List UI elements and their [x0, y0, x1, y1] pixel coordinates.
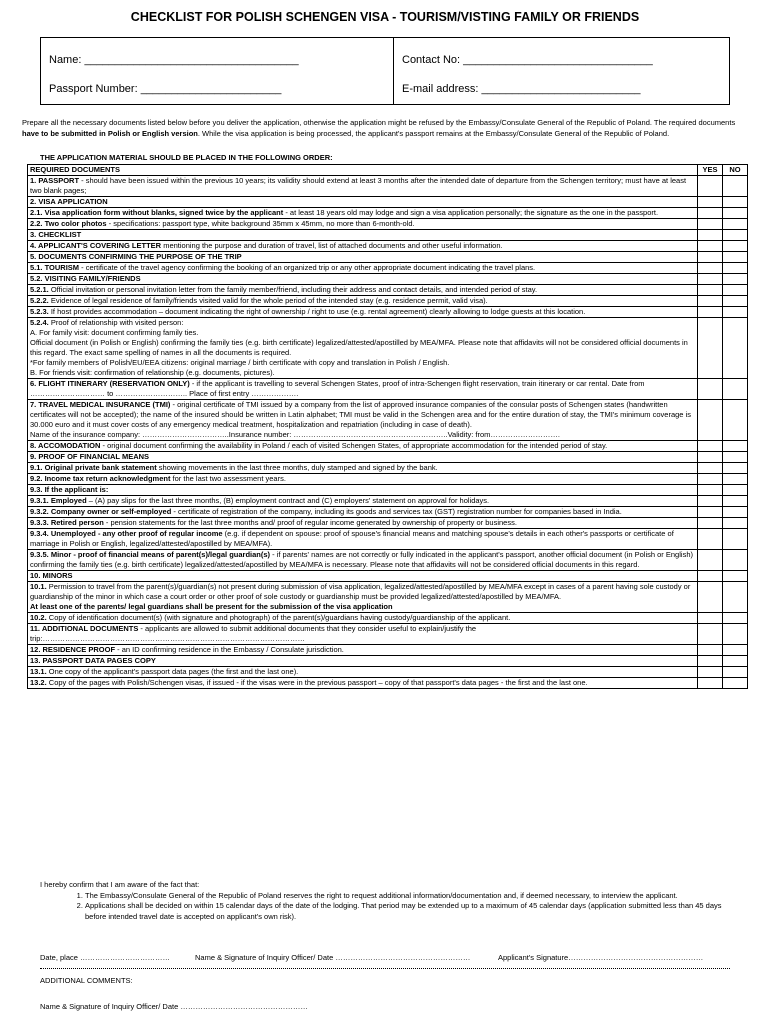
checklist-row: [28, 318, 748, 379]
checklist-item-text: 2.1. Visa application form without blanks, signed twice by the applicant - at least 18 years old may lodge and sign a visa application personally; the signature as the one in the passport.: [28, 208, 698, 219]
checklist-item-text: [28, 252, 698, 263]
checklist-item-text: 8. ACCOMODATION - original document confirming the availability in Poland / each of visited Schengen States, of appropriate accommodation for the intended period of stay.: [28, 441, 698, 452]
header-yes: YES: [698, 165, 723, 176]
checklist-row: [28, 263, 748, 274]
no-checkbox-cell[interactable]: [723, 176, 748, 197]
intro-text-bold: have to be submitted in Polish or English version: [22, 128, 198, 138]
checklist-item-label: 3. CHECKLIST: [30, 230, 82, 239]
checklist-row: [28, 241, 748, 252]
checklist-row: [28, 296, 748, 307]
checklist-row: [28, 463, 748, 474]
yes-checkbox-cell[interactable]: [698, 613, 723, 624]
confirmation-item: 1. The Embassy/Consulate General of the Republic of Poland reserves the right to request additional information/documentation and, if deemed necessary, to interview the applicant.: [85, 891, 740, 902]
no-checkbox-cell[interactable]: [723, 452, 748, 463]
yes-checkbox-cell[interactable]: [698, 318, 723, 379]
no-checkbox-cell[interactable]: [723, 318, 748, 379]
checklist-item-label: 2.2. Two color photos: [30, 219, 107, 228]
checklist-row: [28, 507, 748, 518]
checklist-item-label: 8. ACCOMODATION: [30, 441, 101, 450]
yes-checkbox-cell[interactable]: [698, 208, 723, 219]
checklist-item-label: 5.2.2.: [30, 296, 49, 305]
yes-checkbox-cell[interactable]: [698, 252, 723, 263]
yes-checkbox-cell[interactable]: [698, 485, 723, 496]
checklist-item-label: 9.2. Income tax return acknowledgment: [30, 474, 171, 483]
yes-checkbox-cell[interactable]: [698, 274, 723, 285]
yes-checkbox-cell[interactable]: [698, 496, 723, 507]
yes-checkbox-cell[interactable]: [698, 645, 723, 656]
checklist-row: [28, 678, 748, 689]
checklist-item-text: 9.3.3. Retired person - pension statements for the last three months and/ proof of regular income generated by ownership of property or business.: [28, 518, 698, 529]
checklist-item-label: 5.2. VISITING FAMILY/FRIENDS: [30, 274, 141, 283]
no-checkbox-cell[interactable]: [723, 379, 748, 400]
intro-paragraph: [22, 118, 747, 139]
checklist-item-label: 9.3.2. Company owner or self-employed: [30, 507, 172, 516]
officer-signature-field-2[interactable]: Name & Signature of Inquiry Officer/ Date ……………………………………………: [40, 1002, 308, 1011]
no-checkbox-cell[interactable]: [723, 296, 748, 307]
name-field[interactable]: Name: ___________________________________: [49, 54, 299, 66]
checklist-item-label: 5.2.1.: [30, 285, 49, 294]
confirmation-item: 2. Applications shall be decided on within 15 calendar days of the date of the lodging. That period may be extended up to a maximum of 45 calendar days (application submitted less than 45 days before intended travel date is accepted on applicant's own risk).: [85, 901, 740, 922]
confirmation-lead: I hereby confirm that I am aware of the fact that:: [40, 880, 200, 889]
checklist-item-label: 4. APPLICANT'S COVERING LETTER: [30, 241, 162, 250]
header-no: NO: [723, 165, 748, 176]
checklist-item-text: [28, 274, 698, 285]
yes-checkbox-cell[interactable]: [698, 474, 723, 485]
checklist-item-label: 13. PASSPORT DATA PAGES COPY: [30, 656, 156, 665]
yes-checkbox-cell[interactable]: [698, 571, 723, 582]
checklist-row: [28, 379, 748, 400]
yes-checkbox-cell[interactable]: [698, 441, 723, 452]
no-checkbox-cell[interactable]: [723, 645, 748, 656]
no-checkbox-cell[interactable]: [723, 485, 748, 496]
checklist-item-text: [28, 485, 698, 496]
contact-field[interactable]: Contact No: _______________________________: [402, 54, 653, 66]
checklist-row: [28, 285, 748, 296]
checklist-item-text: [28, 656, 698, 667]
checklist-row: [28, 400, 748, 441]
no-checkbox-cell[interactable]: [723, 219, 748, 230]
yes-checkbox-cell[interactable]: [698, 307, 723, 318]
confirmation-section: [40, 880, 740, 922]
checklist-item-text: 6. FLIGHT ITINERARY (RESERVATION ONLY) - if the applicant is travelling to several Schengen States, proof of intra-Schengen flight reservation, train itinerary or car rental. Date from ………………………… to ……………………….. Place of first entry ……………….: [28, 379, 698, 400]
yes-checkbox-cell[interactable]: [698, 624, 723, 645]
no-checkbox-cell[interactable]: [723, 624, 748, 645]
no-checkbox-cell[interactable]: [723, 241, 748, 252]
yes-checkbox-cell[interactable]: [698, 379, 723, 400]
yes-checkbox-cell[interactable]: [698, 400, 723, 441]
checklist-row: [28, 252, 748, 263]
checklist-item-text: 9.1. Original private bank statement showing movements in the last three months, duly stamped and signed by the bank.: [28, 463, 698, 474]
checklist-item-text: 9.3.5. Minor - proof of financial means of parent(s)/legal guardian(s) - if parents' names are not correctly or fully indicated in the applicant's passport, another official document (in Polish or English) confirming the family ties (e.g. birth certificate) legalized/attested/apostilled by MEA/MFA is necessary. Please note that affidavits will not be considered official documents in this regard.: [28, 550, 698, 571]
checklist-item-text: 13.1. One copy of the applicant's passport data pages (the first and the last one).: [28, 667, 698, 678]
no-checkbox-cell[interactable]: [723, 441, 748, 452]
no-checkbox-cell[interactable]: [723, 529, 748, 550]
info-right: [394, 38, 729, 104]
no-checkbox-cell[interactable]: [723, 571, 748, 582]
checklist-row: [28, 176, 748, 197]
no-checkbox-cell[interactable]: [723, 307, 748, 318]
checklist-item-text: 2.2. Two color photos - specifications: passport type, white background 35mm x 45mm, no more than 6-month-old.: [28, 219, 698, 230]
checklist-row: [28, 550, 748, 571]
checklist-item-label: 9.3.5. Minor - proof of financial means of parent(s)/legal guardian(s): [30, 550, 271, 559]
no-checkbox-cell[interactable]: [723, 507, 748, 518]
checklist-row: [28, 230, 748, 241]
checklist-item-text: 9.3.1. Employed – (A) pay slips for the last three months, (B) employment contract and (C) employers' statement on approval for holidays.: [28, 496, 698, 507]
yes-checkbox-cell[interactable]: [698, 452, 723, 463]
no-checkbox-cell[interactable]: [723, 208, 748, 219]
checklist-row: [28, 208, 748, 219]
checklist-item-text: 5.2.2. Evidence of legal residence of family/friends visited valid for the whole period of the intended stay (e.g. residence permit, valid visa).: [28, 296, 698, 307]
no-checkbox-cell[interactable]: [723, 252, 748, 263]
checklist-item-text: 9.3.4. Unemployed - any other proof of regular income (e.g. if dependent on spouse: proof of spouse's financial means and matching spouse's details in each other's passports or certificate of marriage in Polish or English, legalized/attested/apostilled by MEA/MFA).: [28, 529, 698, 550]
checklist-item-text: 1. PASSPORT - should have been issued within the previous 10 years; its validity should extend at least 3 months after the intended date of departure from the Schengen territory; must have at least two blank pages;: [28, 176, 698, 197]
checklist-item-label: 9.3. If the applicant is:: [30, 485, 109, 494]
checklist-table: [27, 164, 748, 689]
checklist-item-label: 12. RESIDENCE PROOF: [30, 645, 116, 654]
no-checkbox-cell[interactable]: [723, 230, 748, 241]
divider: [40, 968, 730, 969]
checklist-item-text: 9.2. Income tax return acknowledgment for the last two assessment years.: [28, 474, 698, 485]
no-checkbox-cell[interactable]: [723, 518, 748, 529]
additional-comments-label: ADDITIONAL COMMENTS:: [40, 976, 133, 985]
checklist-item-label: 9. PROOF OF FINANCIAL MEANS: [30, 452, 150, 461]
table-header-row: [28, 165, 748, 176]
yes-checkbox-cell[interactable]: [698, 529, 723, 550]
header-required: REQUIRED DOCUMENTS: [28, 165, 698, 176]
yes-checkbox-cell[interactable]: [698, 176, 723, 197]
page-title: CHECKLIST FOR POLISH SCHENGEN VISA - TOURISM/VISTING FAMILY OR FRIENDS: [130, 10, 640, 24]
checklist-row: [28, 197, 748, 208]
checklist-item-text: [28, 571, 698, 582]
checklist-item-text: 13.2. Copy of the pages with Polish/Schengen visas, if issued - if the visas were in the previous passport – copy of that passport's data pages - the first and the last one.: [28, 678, 698, 689]
no-checkbox-cell[interactable]: [723, 678, 748, 689]
checklist-item-label: 10.1.: [30, 582, 47, 591]
checklist-row: [28, 518, 748, 529]
yes-checkbox-cell[interactable]: [698, 507, 723, 518]
yes-checkbox-cell[interactable]: [698, 241, 723, 252]
checklist-row: [28, 645, 748, 656]
yes-checkbox-cell[interactable]: [698, 219, 723, 230]
checklist-item-label: 13.1.: [30, 667, 47, 676]
checklist-item-label: 11. ADDITIONAL DOCUMENTS: [30, 624, 139, 633]
email-field[interactable]: E-mail address: __________________________: [402, 83, 641, 95]
checklist-row: [28, 624, 748, 645]
checklist-item-label: 2.1. Visa application form without blanks, signed twice by the applicant: [30, 208, 284, 217]
checklist-item-label: 2. VISA APPLICATION: [30, 197, 108, 206]
checklist-item-text: 5.2.4. Proof of relationship with visited person: A. For family visit: document confirming family ties. Official document (in Polish or English) confirming the family ties (e.g. birth certificate) legalized/attested/apostilled by MEA/MFA. Please note that affidavits will not be considered official documents in this regard. The exact same spelling of names in all the documents is required. *For family members of Polish/EU/EEA citizens: original marriage / birth certificate with copy and translation in Polish / English. B. For friends visit: confirmation of relationship (e.g. documents, pictures).: [28, 318, 698, 379]
confirmation-list: [40, 891, 740, 923]
yes-checkbox-cell[interactable]: [698, 296, 723, 307]
checklist-item-label: 9.3.3. Retired person: [30, 518, 104, 527]
checklist-row: [28, 274, 748, 285]
checklist-row: [28, 582, 748, 613]
checklist-row: [28, 613, 748, 624]
checklist-item-label: 5.2.3.: [30, 307, 49, 316]
yes-checkbox-cell[interactable]: [698, 518, 723, 529]
no-checkbox-cell[interactable]: [723, 582, 748, 613]
yes-checkbox-cell[interactable]: [698, 550, 723, 571]
checklist-item-label: 5.1. TOURISM: [30, 263, 80, 272]
checklist-item-text: 7. TRAVEL MEDICAL INSURANCE (TMI) - original certificate of TMI issued by a company from the list of approved insurance companies of the consular posts of Schengen states (handwritten certificates will not be accepted); the name of the insured should be written in Latin alphabet; TMI must be valid in the Schengen area and for the entire duration of stay, the TMI's minimum coverage is 30.000 euro and it must cover costs of any emergency medical treatment, hospitalization and repatriation (including in case of death). Name of the insurance company: ……………………………..Insurance number: ……………………………………………………..Validity: from……………………….: [28, 400, 698, 441]
yes-checkbox-cell[interactable]: [698, 678, 723, 689]
checklist-item-label: 9.3.4. Unemployed - any other proof of regular income: [30, 529, 223, 538]
date-place-field[interactable]: Date, place ………………………………: [40, 953, 171, 962]
checklist-item-label: 9.3.1. Employed: [30, 496, 87, 505]
checklist-item-note: At least one of the parents/ legal guardians shall be present for the submission of the visa application: [30, 602, 393, 611]
checklist-item-label: 13.2.: [30, 678, 47, 687]
intro-text-2: . While the visa application is being processed, the applicant's passport remains at the Embassy/Consulate General of the Republic of Poland.: [197, 128, 670, 138]
no-checkbox-cell[interactable]: [723, 613, 748, 624]
checklist-row: [28, 485, 748, 496]
checklist-row: [28, 656, 748, 667]
checklist-item-text: 5.2.1. Official invitation or personal invitation letter from the family member/friend, including their address and contact details, and intended period of stay.: [28, 285, 698, 296]
checklist-row: [28, 452, 748, 463]
checklist-item-text: 10.1. Permission to travel from the parent(s)/guardian(s) not present during submission of visa application, legalized/attested/apostilled by MEA/MFA except in cases of a parent having sole custody or guardianship of the minor in which case a court order or other proof of sole custody or guardianship must be provided legalized/attested/apostilled by MEA/MFA. At least one of the parents/ legal guardians shall be present for the submission of the visa application: [28, 582, 698, 613]
yes-checkbox-cell[interactable]: [698, 285, 723, 296]
yes-checkbox-cell[interactable]: [698, 656, 723, 667]
yes-checkbox-cell[interactable]: [698, 230, 723, 241]
checklist-item-label: 6. FLIGHT ITINERARY (RESERVATION ONLY): [30, 379, 190, 388]
no-checkbox-cell[interactable]: [723, 667, 748, 678]
checklist-row: [28, 307, 748, 318]
checklist-item-text: [28, 230, 698, 241]
no-checkbox-cell[interactable]: [723, 496, 748, 507]
yes-checkbox-cell[interactable]: [698, 197, 723, 208]
no-checkbox-cell[interactable]: [723, 463, 748, 474]
yes-checkbox-cell[interactable]: [698, 667, 723, 678]
no-checkbox-cell[interactable]: [723, 400, 748, 441]
no-checkbox-cell[interactable]: [723, 285, 748, 296]
checklist-item-label: 10. MINORS: [30, 571, 73, 580]
checklist-item-text: 9.3.2. Company owner or self-employed - certificate of registration of the company, including its goods and services tax (GST) registration number for companies based in India.: [28, 507, 698, 518]
no-checkbox-cell[interactable]: [723, 197, 748, 208]
yes-checkbox-cell[interactable]: [698, 463, 723, 474]
checklist-item-text: [28, 197, 698, 208]
checklist-item-label: 1. PASSPORT: [30, 176, 80, 185]
no-checkbox-cell[interactable]: [723, 274, 748, 285]
checklist-item-text: 11. ADDITIONAL DOCUMENTS - applicants are allowed to submit additional documents that they consider useful to explain/justify the trip:……………………………………………………………………………………………: [28, 624, 698, 645]
checklist-item-text: 4. APPLICANT'S COVERING LETTER mentioning the purpose and duration of travel, list of attached documents and other useful information.: [28, 241, 698, 252]
order-heading: THE APPLICATION MATERIAL SHOULD BE PLACED IN THE FOLLOWING ORDER:: [40, 153, 333, 162]
officer-signature-field[interactable]: Name & Signature of Inquiry Officer/ Date ………………………………………………: [195, 953, 471, 962]
no-checkbox-cell[interactable]: [723, 474, 748, 485]
checklist-row: [28, 571, 748, 582]
applicant-info-box: [40, 37, 730, 105]
no-checkbox-cell[interactable]: [723, 263, 748, 274]
checklist-item-label: 5.2.4.: [30, 318, 49, 327]
checklist-row: [28, 667, 748, 678]
checklist-item-label: 10.2.: [30, 613, 47, 622]
checklist-item-text: 5.2.3. If host provides accommodation – document indicating the right of ownership / right to use (e.g. rental agreement) clearly allowing to lodge guests at this location.: [28, 307, 698, 318]
passport-number-field[interactable]: Passport Number: _______________________: [49, 83, 282, 95]
checklist-item-label: 5. DOCUMENTS CONFIRMING THE PURPOSE OF THE TRIP: [30, 252, 242, 261]
checklist-row: [28, 219, 748, 230]
checklist-row: [28, 496, 748, 507]
checklist-row: [28, 529, 748, 550]
info-left: [41, 38, 394, 104]
checklist-row: [28, 441, 748, 452]
applicant-signature-field[interactable]: Applicant's Signature………………………………………………: [498, 953, 704, 962]
checklist-item-text: 10.2. Copy of identification document(s) (with signature and photograph) of the parent(s)/guardians having custody/guardianship of the applicant.: [28, 613, 698, 624]
checklist-item-text: 5.1. TOURISM - certificate of the travel agency confirming the booking of an organized trip or any other appropriate document indicating the travel plans.: [28, 263, 698, 274]
checklist-item-text: [28, 452, 698, 463]
intro-text-1: Prepare all the necessary documents listed below before you deliver the application, otherwise the application might be refused by the Embassy/Consulate General of the Republic of Poland. The required documents: [22, 118, 736, 127]
checklist-item-label: 9.1. Original private bank statement: [30, 463, 157, 472]
checklist-item-label: 7. TRAVEL MEDICAL INSURANCE (TMI): [30, 400, 171, 409]
no-checkbox-cell[interactable]: [723, 550, 748, 571]
yes-checkbox-cell[interactable]: [698, 263, 723, 274]
no-checkbox-cell[interactable]: [723, 656, 748, 667]
checklist-item-text: 12. RESIDENCE PROOF - an ID confirming residence in the Embassy / Consulate jurisdiction.: [28, 645, 698, 656]
yes-checkbox-cell[interactable]: [698, 582, 723, 613]
checklist-row: [28, 474, 748, 485]
